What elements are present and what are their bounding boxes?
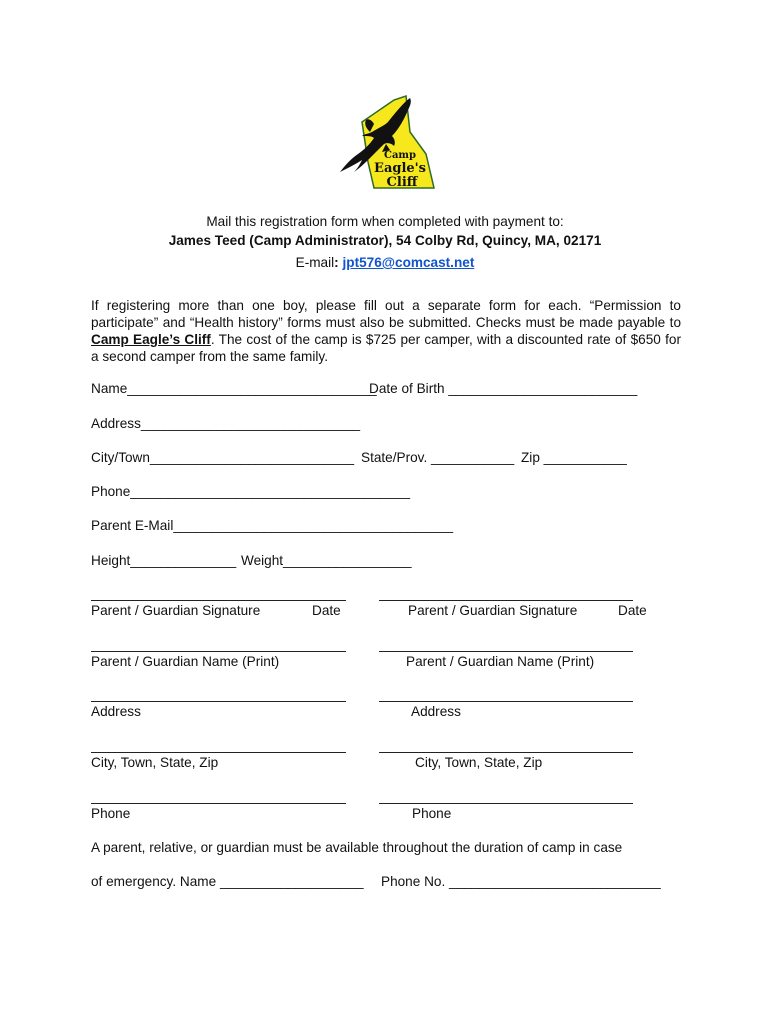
logo-text-eagles: Eagle's bbox=[374, 161, 426, 176]
right-address-line[interactable] bbox=[379, 701, 633, 702]
left-name-label: Parent / Guardian Name (Print) bbox=[91, 654, 280, 669]
left-address-line[interactable] bbox=[91, 701, 346, 702]
zip-field[interactable]: Zip ___________ bbox=[521, 450, 627, 465]
right-signature-label: Parent / Guardian Signature bbox=[408, 603, 578, 618]
logo-text-cliff: Cliff bbox=[386, 175, 418, 190]
email-colon: : bbox=[334, 255, 339, 270]
right-name-line[interactable] bbox=[379, 651, 633, 652]
left-phone-line[interactable] bbox=[91, 803, 346, 804]
intro-text-part1: If registering more than one boy, please fill out a separate form for each. “Permission to participate” and “Health history” forms must also be submitted. Checks must be made payable to bbox=[91, 298, 681, 330]
right-phone-line[interactable] bbox=[379, 803, 633, 804]
left-phone-label: Phone bbox=[91, 806, 131, 821]
mailing-address: James Teed (Camp Administrator), 54 Colby Rd, Quincy, MA, 02171 bbox=[168, 233, 602, 248]
right-city-line[interactable] bbox=[379, 752, 633, 753]
camp-name: Camp Eagle’s Cliff bbox=[91, 332, 211, 347]
right-phone-label: Phone bbox=[412, 806, 452, 821]
left-name-line[interactable] bbox=[91, 651, 346, 652]
right-name-label: Parent / Guardian Name (Print) bbox=[406, 654, 595, 669]
emergency-name-field[interactable]: of emergency. Name ___________________ bbox=[91, 874, 364, 889]
address-field[interactable]: Address_____________________________ bbox=[91, 416, 361, 431]
mail-instruction: Mail this registration form when completed with payment to: bbox=[206, 214, 564, 229]
left-address-label: Address bbox=[91, 704, 141, 719]
camp-eagles-cliff-logo bbox=[334, 92, 438, 194]
left-city-label: City, Town, State, Zip bbox=[91, 755, 219, 770]
parent-email-field[interactable]: Parent E-Mail_____________________________________ bbox=[91, 518, 454, 533]
email-line bbox=[0, 255, 770, 270]
weight-field[interactable]: Weight_________________ bbox=[241, 553, 412, 568]
right-date-label: Date bbox=[618, 603, 647, 618]
left-date-label: Date bbox=[312, 603, 341, 618]
email-label: E-mail bbox=[295, 255, 335, 270]
state-field[interactable]: State/Prov. ___________ bbox=[361, 450, 515, 465]
left-city-line[interactable] bbox=[91, 752, 346, 753]
date-of-birth-field[interactable]: Date of Birth _________________________ bbox=[369, 381, 638, 396]
intro-paragraph bbox=[91, 297, 681, 365]
right-city-label: City, Town, State, Zip bbox=[415, 755, 543, 770]
name-field[interactable]: Name_________________________________ bbox=[91, 381, 377, 396]
email-link[interactable]: jpt576@comcast.net bbox=[342, 255, 475, 270]
city-field[interactable]: City/Town___________________________ bbox=[91, 450, 355, 465]
right-signature-line[interactable] bbox=[379, 600, 633, 601]
emergency-phone-field[interactable]: Phone No. ____________________________ bbox=[381, 874, 661, 889]
left-signature-line[interactable] bbox=[91, 600, 346, 601]
emergency-notice: A parent, relative, or guardian must be available throughout the duration of camp in case bbox=[91, 840, 623, 855]
logo-text-camp: Camp bbox=[383, 150, 417, 161]
left-signature-label: Parent / Guardian Signature bbox=[91, 603, 261, 618]
height-field[interactable]: Height______________ bbox=[91, 553, 237, 568]
phone-field[interactable]: Phone_____________________________________ bbox=[91, 484, 411, 499]
intro-text-part2: . The cost of the camp is $725 per camper, with a discounted rate of $650 for a second camper from the same family. bbox=[91, 332, 681, 364]
right-address-label: Address bbox=[411, 704, 461, 719]
